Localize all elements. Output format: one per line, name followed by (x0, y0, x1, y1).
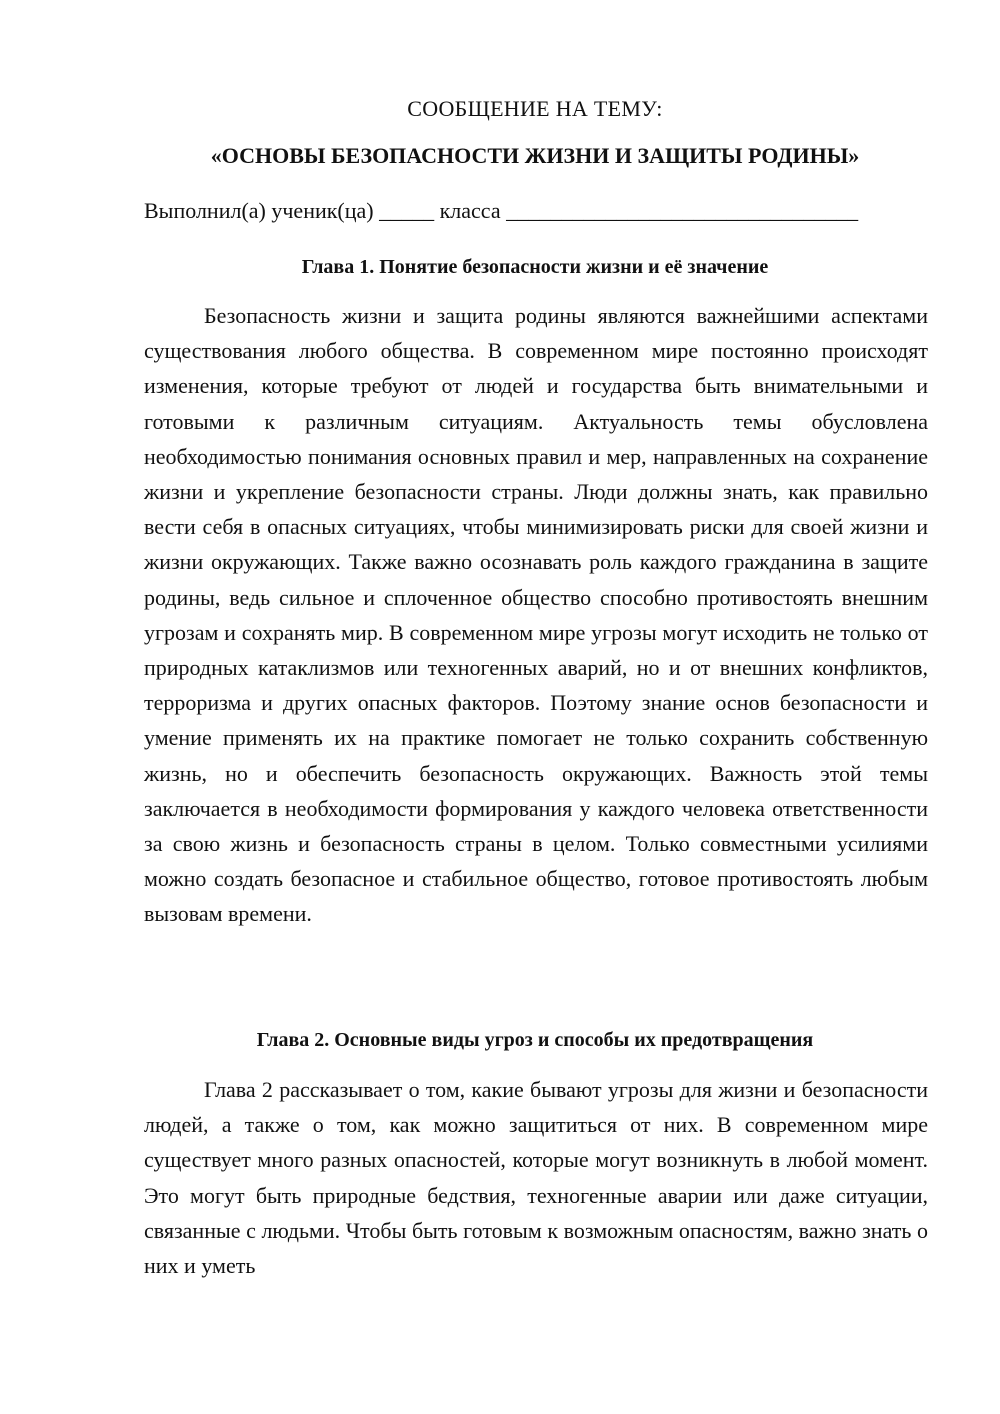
chapter-2-heading: Глава 2. Основные виды угроз и способы их предотвращения (256, 1029, 814, 1051)
chapter-1-paragraph: Безопасность жизни и защита родины являются важнейшими аспектами существования любого общества. В современном мире постоянно происходят изменения, которые требуют от людей и государства быть внимательными и готовыми к различным ситуациям. Актуальность темы обусловлена необходимостью понимания основных правил и мер, направленных на сохранение жизни и укрепление безопасности страны. Люди должны знать, как правильно вести себя в опасных ситуациях, чтобы минимизировать риски для своей жизни и жизни окружающих. Также важно осознавать роль каждого гражданина в защите родины, ведь сильное и сплоченное общество способно противостоять внешним угрозам и сохранять мир. В современном мире угрозы могут исходить не только от природных катаклизмов или техногенных аварий, но и от внешних конфликтов, терроризма и других опасных факторов. Поэтому знание основ безопасности и умение применять их на практике помогает не только сохранить собственную жизнь, но и обеспечить безопасность окружающих. Важность этой темы заключается в необходимости формирования у каждого человека ответственности за свою жизнь и безопасность страны в целом. Только совместными усилиями можно создать безопасное и стабильное общество, готовое противостоять любым вызовам времени. (144, 303, 928, 927)
document-title-line-1: СООБЩЕНИЕ НА ТЕМУ: (407, 96, 663, 121)
document-title-line-2: «ОСНОВЫ БЕЗОПАСНОСТИ ЖИЗНИ И ЗАЩИТЫ РОДИНЫ» (210, 143, 860, 168)
chapter-1-heading: Глава 1. Понятие безопасности жизни и её значение (301, 256, 769, 278)
author-line: Выполнил(а) ученик(ца) _____ класса ________________________________ (144, 198, 859, 223)
chapter-2-paragraph: Глава 2 рассказывает о том, какие бывают угрозы для жизни и безопасности людей, а также о том, как можно защититься от них. В современном мире существует много разных опасностей, которые могут возникнуть в любой момент. Это могут быть природные бедствия, техногенные аварии или даже ситуации, связанные с людьми. Чтобы быть готовым к возможным опасностям, важно знать о них и уметь (144, 1077, 928, 1279)
